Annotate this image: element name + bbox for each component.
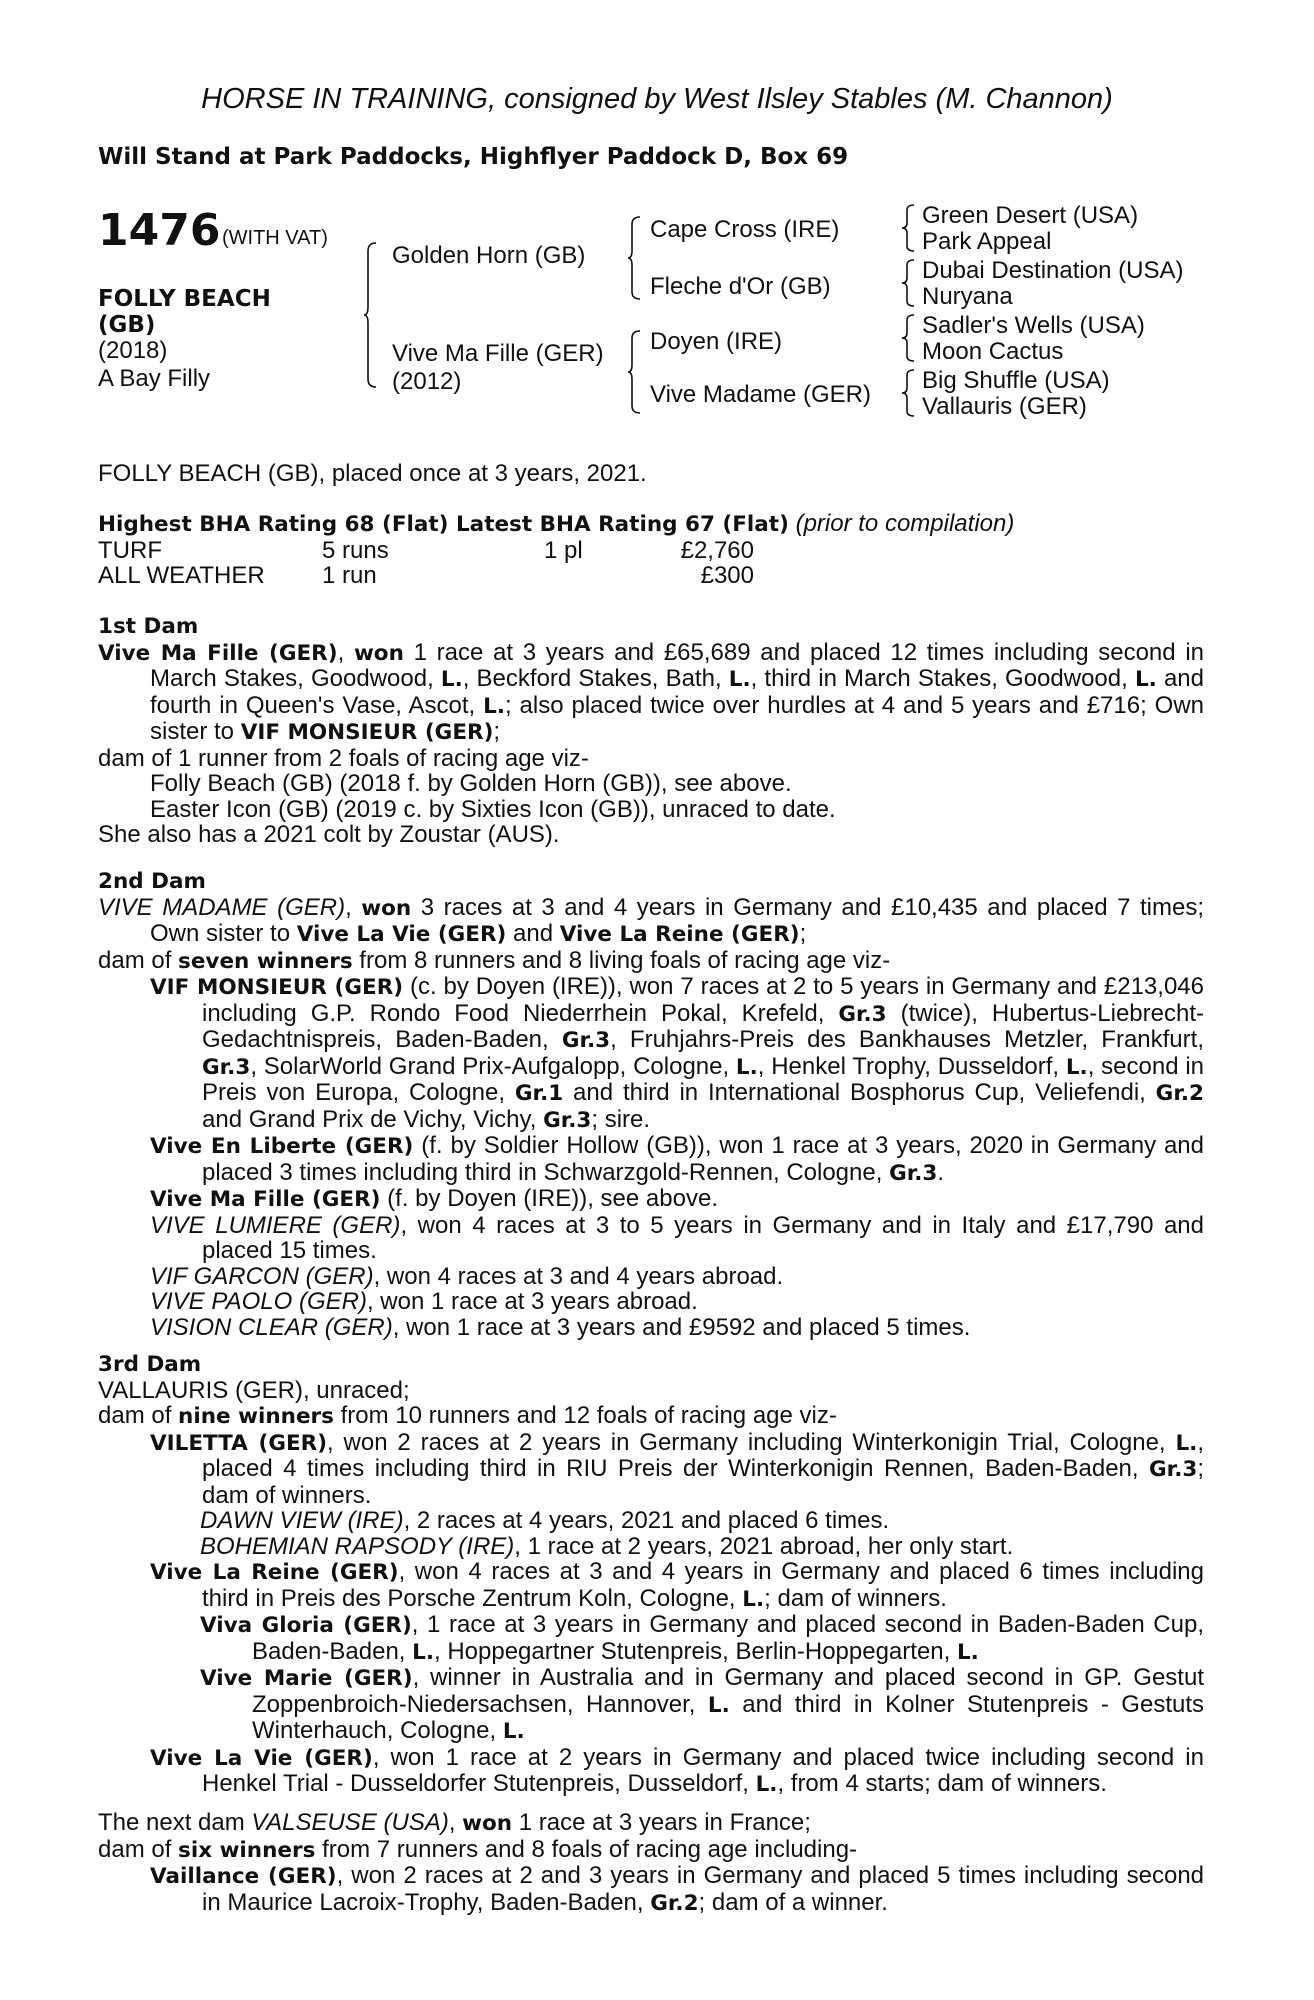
group-badge: Gr.1 — [514, 1081, 564, 1106]
dam-name: Vive Ma Fille (GER) — [392, 340, 604, 367]
text: , won 2 races at 2 years in Germany including Winterkonigin Trial, Cologne, — [327, 1428, 1176, 1456]
sister-name: Vive La Vie (GER) — [296, 922, 507, 947]
grandsire-1: Green Desert (USA) — [922, 202, 1139, 229]
text: (f. by Soldier Hollow (GB)), won 1 race at 3 years, 2020 in Germany and placed 3 times including third in Schwarzgold-Rennen, Cologne, — [202, 1132, 1204, 1186]
text: , from 4 starts; dam of winners. — [777, 1770, 1107, 1797]
horse-name: VIVE PAOLO (GER) — [150, 1288, 367, 1315]
horse-name: Vive Ma Fille (GER) — [150, 1187, 381, 1212]
text: (f. by Doyen (IRE)), see above. — [380, 1185, 718, 1212]
bha-rating: Highest BHA Rating 68 (Flat) Latest BHA Rating 67 (Flat) — [98, 512, 789, 537]
text: , SolarWorld Grand Prix-Aufgalopp, Cologne, — [250, 1052, 736, 1080]
listed-badge: L. — [742, 1586, 765, 1612]
g-brace-1 — [902, 204, 916, 252]
text: and — [506, 920, 560, 947]
listed-badge: L. — [728, 667, 751, 692]
race-summary: FOLLY BEACH (GB), placed once at 3 years, 2021. — [98, 460, 647, 487]
listed-badge: L. — [755, 1772, 778, 1797]
list-item: Easter Icon (GB) (2019 c. by Sixties Icon (GB)), unraced to date. — [150, 795, 836, 823]
rating-note: (prior to compilation) — [795, 510, 1015, 537]
listed-badge: L. — [483, 693, 505, 719]
dam-of-line — [98, 1837, 1204, 1864]
list-item — [150, 1559, 1204, 1612]
text: , placed 4 times including third in RIU Preis der Winterkonigin Rennen, Baden-Baden, — [202, 1428, 1204, 1482]
text: 1 race at 3 years in France; — [512, 1809, 811, 1836]
text: , 2 races at 4 years, 2021 and placed 6 times. — [403, 1507, 890, 1534]
list-item — [150, 1863, 1204, 1916]
listed-badge: L. — [502, 1719, 525, 1744]
text: , 1 race at 2 years, 2021 abroad, her only start. — [514, 1532, 1014, 1560]
list-item — [150, 1430, 1204, 1509]
horse-name-line1: FOLLY BEACH — [98, 286, 271, 312]
dam-name: VIVE MADAME (GER) — [98, 893, 346, 921]
won-label: won — [462, 1811, 513, 1836]
text: dam of — [98, 1835, 179, 1863]
ratings-line — [98, 511, 1204, 538]
first-dam-record: Vive Ma Fille (GER), won 1 race at 3 years and £65,689 and placed 12 times including second in March Stakes, Goodwood, L., Beckford Stakes, Bath, L., third in March Stakes, Goodwood, L. and fourth in Queen's Vase, Ascot, L.; also placed twice over hurdles at 4 and 5 years and £716; Own sister to VIF MONSIEUR (GER); — [98, 638, 1204, 745]
list-item — [150, 1186, 1204, 1213]
granddam-3: Moon Cactus — [922, 338, 1064, 365]
text: The next dam — [98, 1809, 252, 1836]
horse-name: DAWN VIEW (IRE) — [200, 1507, 404, 1534]
second-dam-record: VIVE MADAME (GER), won 3 races at 3 and 4 years in Germany and £10,435 and placed 7 times; Own sister to Vive La Vie (GER) and Vive La Reine (GER); — [98, 893, 1204, 947]
dam-name: VALSEUSE (USA) — [251, 1809, 449, 1836]
next-dam-line: The next dam VALSEUSE (USA), won 1 race at 3 years in France; — [98, 1809, 811, 1836]
group-badge: Gr.2 — [1155, 1081, 1204, 1106]
dam-name-line: VALLAURIS (GER), unraced; — [98, 1376, 410, 1404]
third-dam-section — [98, 1352, 1204, 1798]
text: , won 4 races at 3 to 5 years in Germany and in Italy and £17,790 and placed 15 times. — [202, 1211, 1204, 1264]
group-badge: Gr.3 — [889, 1160, 938, 1186]
horse-name: VIVE LUMIERE (GER) — [150, 1211, 401, 1239]
vat-note: (WITH VAT) — [222, 227, 328, 249]
group-badge: Gr.3 — [543, 1107, 592, 1133]
also-line: She also has a 2021 colt by Zoustar (AUS). — [98, 821, 560, 848]
next-dam-section — [98, 1810, 1204, 1916]
list-item — [150, 1264, 1204, 1290]
list-item: Folly Beach (GB) (2018 f. by Golden Horn (GB)), see above. — [150, 770, 792, 797]
dam-year: (2012) — [392, 368, 462, 395]
text: , third in March Stakes, Goodwood, — [750, 665, 1135, 692]
text: ; dam of winners. — [202, 1455, 1204, 1509]
text: , won 2 races at 2 and 3 years in Germany and placed 5 times including second in Maurice Lacroix-Trophy, Baden-Baden, — [202, 1862, 1205, 1916]
sister-name: VIF MONSIEUR (GER) — [240, 720, 494, 745]
text: , won 4 races at 3 and 4 years in Germany and placed 6 times including third in Preis des Porsche Zentrum Koln, Cologne, — [202, 1558, 1204, 1612]
listed-badge: L. — [707, 1692, 730, 1718]
g-brace-2 — [902, 259, 916, 307]
text: , Henkel Trophy, Dusseldorf, — [757, 1052, 1066, 1080]
granddam-2: Nuryana — [922, 283, 1013, 310]
listed-badge: L. — [412, 1639, 434, 1665]
ratings-section — [98, 511, 1204, 589]
g-brace-3 — [902, 314, 916, 362]
table-row — [98, 538, 754, 564]
list-item — [200, 1534, 1204, 1560]
text: . — [937, 1158, 945, 1186]
text: , Fruhjahrs-Preis des Bankhauses Metzler, Frankfurt, — [610, 1026, 1204, 1053]
runs-cell: 5 runs — [322, 536, 389, 564]
text: and Grand Prix de Vichy, Vichy, — [202, 1105, 544, 1133]
second-dam-heading: 2nd Dam — [98, 869, 206, 894]
sister-name: Vive La Reine (GER) — [559, 922, 800, 947]
group-badge: Gr.3 — [202, 1054, 251, 1080]
winners-count: seven winners — [178, 948, 353, 974]
horse-name: VIF MONSIEUR (GER) — [150, 975, 404, 1000]
stand-location: Will Stand at Park Paddocks, Highflyer Paddock D, Box 69 — [98, 144, 849, 170]
dam-line-brace — [628, 330, 642, 414]
horse-name: VIF GARCON (GER) — [150, 1262, 374, 1290]
text: , won 4 races at 3 and 4 years abroad. — [373, 1262, 784, 1290]
text: , won 1 race at 3 years abroad. — [366, 1288, 698, 1315]
dam-dam: Vive Madame (GER) — [650, 381, 871, 408]
dam-of-line: dam of 1 runner from 2 foals of racing age viz- — [98, 744, 589, 772]
listed-badge: L. — [1065, 1054, 1088, 1080]
text: ; dam of a winner. — [698, 1888, 888, 1916]
text: dam of — [98, 946, 179, 974]
granddam-4: Vallauris (GER) — [922, 393, 1087, 420]
list-item — [200, 1508, 1204, 1534]
list-item — [150, 974, 1204, 1133]
text: , winner in Australia and in Germany and placed second in GP. Gestut Zoppenbroich-Niedersachsen, Hannover, — [252, 1664, 1204, 1718]
text: (c. by Doyen (IRE)), won 7 races at 2 to 5 years in Germany and £213,046 including G.P. Rondo Food Niederrhein Pokal, Krefeld, — [202, 973, 1204, 1027]
list-item — [150, 1315, 1204, 1341]
sire-sire: Cape Cross (IRE) — [650, 216, 840, 243]
text: from 7 runners and 8 foals of racing age including- — [315, 1835, 858, 1863]
sire-line-brace — [628, 216, 642, 300]
text: and third in International Bosphorus Cup, Veliefendi, — [563, 1079, 1156, 1106]
third-dam-heading: 3rd Dam — [98, 1352, 202, 1377]
page-title: HORSE IN TRAINING, consigned by West Ilsley Stables (M. Channon) — [201, 83, 1113, 115]
list-item — [150, 1289, 1204, 1315]
text: ; — [493, 718, 501, 745]
sire-dam-brace — [364, 242, 378, 388]
first-dam-heading: 1st Dam — [98, 614, 199, 639]
horse-name: Vaillance (GER) — [150, 1864, 337, 1889]
placed-cell — [544, 563, 634, 589]
winners-count: six winners — [178, 1837, 316, 1863]
second-dam-section — [98, 869, 1204, 1340]
text: , won 1 race at 2 years in Germany and placed twice including second in Henkel Trial - Dusseldorfer Stutenpreis, Dusseldorf, — [202, 1743, 1204, 1797]
list-item — [200, 1612, 1204, 1665]
text: from 10 runners and 12 foals of racing age viz- — [333, 1402, 837, 1429]
list-item — [150, 1745, 1204, 1798]
listed-badge: L. — [735, 1054, 758, 1080]
group-badge: Gr.3 — [838, 1001, 887, 1027]
text: ; also placed twice over hurdles at 4 and 5 years and £716; Own sister to — [150, 691, 1204, 745]
horse-name — [98, 286, 271, 338]
text: , Hoppegartner Stutenpreis, Berlin-Hoppegarten, — [434, 1637, 957, 1665]
race-record-table — [98, 538, 754, 589]
text: and third in Kolner Stutenpreis - Gestuts Winterhauch, Cologne, — [252, 1690, 1204, 1744]
dam-of-line — [98, 1403, 1204, 1430]
horse-name: Vive La Reine (GER) — [150, 1560, 399, 1585]
sire-dam: Fleche d'Or (GB) — [650, 273, 831, 300]
text: , second in Preis von Europa, Cologne, — [202, 1052, 1204, 1106]
prize-cell: £2,760 — [680, 536, 754, 564]
g-brace-4 — [902, 369, 916, 417]
listed-badge: L. — [956, 1639, 979, 1665]
won-label: won — [353, 640, 404, 666]
group-badge: Gr.3 — [561, 1028, 611, 1053]
horse-name: Vive Marie (GER) — [200, 1666, 413, 1691]
granddam-1: Park Appeal — [922, 228, 1052, 255]
horse-name: Vive La Vie (GER) — [150, 1745, 373, 1771]
text: 3 races at 3 and 4 years in Germany and £10,435 and placed 7 times; Own sister to — [150, 893, 1204, 947]
horse-name: VISION CLEAR (GER) — [150, 1313, 393, 1341]
runs-cell: 1 run — [322, 562, 377, 589]
text: ; sire. — [591, 1105, 651, 1133]
list-item — [150, 1213, 1204, 1264]
listed-badge: L. — [440, 667, 463, 692]
winners-count: nine winners — [178, 1404, 334, 1429]
first-dam-section — [98, 614, 1204, 848]
won-label: won — [361, 895, 412, 921]
horse-name: BOHEMIAN RAPSODY (IRE) — [200, 1532, 515, 1560]
lot-number: 1476 — [98, 205, 221, 256]
text: dam of — [98, 1402, 179, 1429]
list-item — [150, 1133, 1204, 1186]
dam-of-line — [98, 948, 1204, 975]
text: and fourth in Queen's Vase, Ascot, — [150, 665, 1204, 719]
text: (twice), Hubertus-Liebrecht-Gedachtnispreis, Baden-Baden, — [202, 999, 1205, 1053]
group-badge: Gr.2 — [650, 1890, 699, 1916]
text: ; — [799, 920, 807, 947]
dam-sire: Doyen (IRE) — [650, 328, 783, 355]
sire-name: Golden Horn (GB) — [392, 242, 586, 269]
surface-cell: TURF — [98, 536, 162, 564]
table-row — [98, 563, 754, 589]
grandsire-2: Dubai Destination (USA) — [922, 257, 1184, 284]
group-badge: Gr.3 — [1149, 1457, 1198, 1482]
list-item — [200, 1665, 1204, 1745]
text: 1 race at 3 years and £65,689 and placed 12 times including second in March Stakes, Goodwood, — [150, 638, 1204, 692]
text: , 1 race at 3 years in Germany and placed second in Baden-Baden Cup, Baden-Baden, — [252, 1611, 1204, 1665]
text: , won 1 race at 3 years and £9592 and placed 5 times. — [392, 1313, 971, 1341]
horse-name: Viva Gloria (GER) — [200, 1613, 412, 1638]
listed-badge: L. — [1175, 1430, 1198, 1456]
text: ; dam of winners. — [764, 1584, 947, 1612]
grandsire-3: Sadler's Wells (USA) — [922, 312, 1145, 339]
text: , Beckford Stakes, Bath, — [462, 665, 729, 692]
foaling-year: (2018) — [98, 337, 168, 364]
listed-badge: L. — [1134, 667, 1157, 692]
prize-cell: £300 — [700, 562, 754, 589]
placed-cell: 1 pl — [544, 536, 583, 564]
horse-description: A Bay Filly — [98, 365, 211, 392]
dam-name: Vive Ma Fille (GER) — [98, 640, 338, 666]
surface-cell: ALL WEATHER — [98, 562, 265, 589]
grandsire-4: Big Shuffle (USA) — [922, 367, 1110, 394]
horse-name: VILETTA (GER) — [150, 1430, 328, 1456]
horse-name-line2: (GB) — [98, 312, 156, 338]
text: from 8 runners and 8 living foals of racing age viz- — [352, 946, 891, 974]
horse-name: Vive En Liberte (GER) — [150, 1134, 414, 1159]
